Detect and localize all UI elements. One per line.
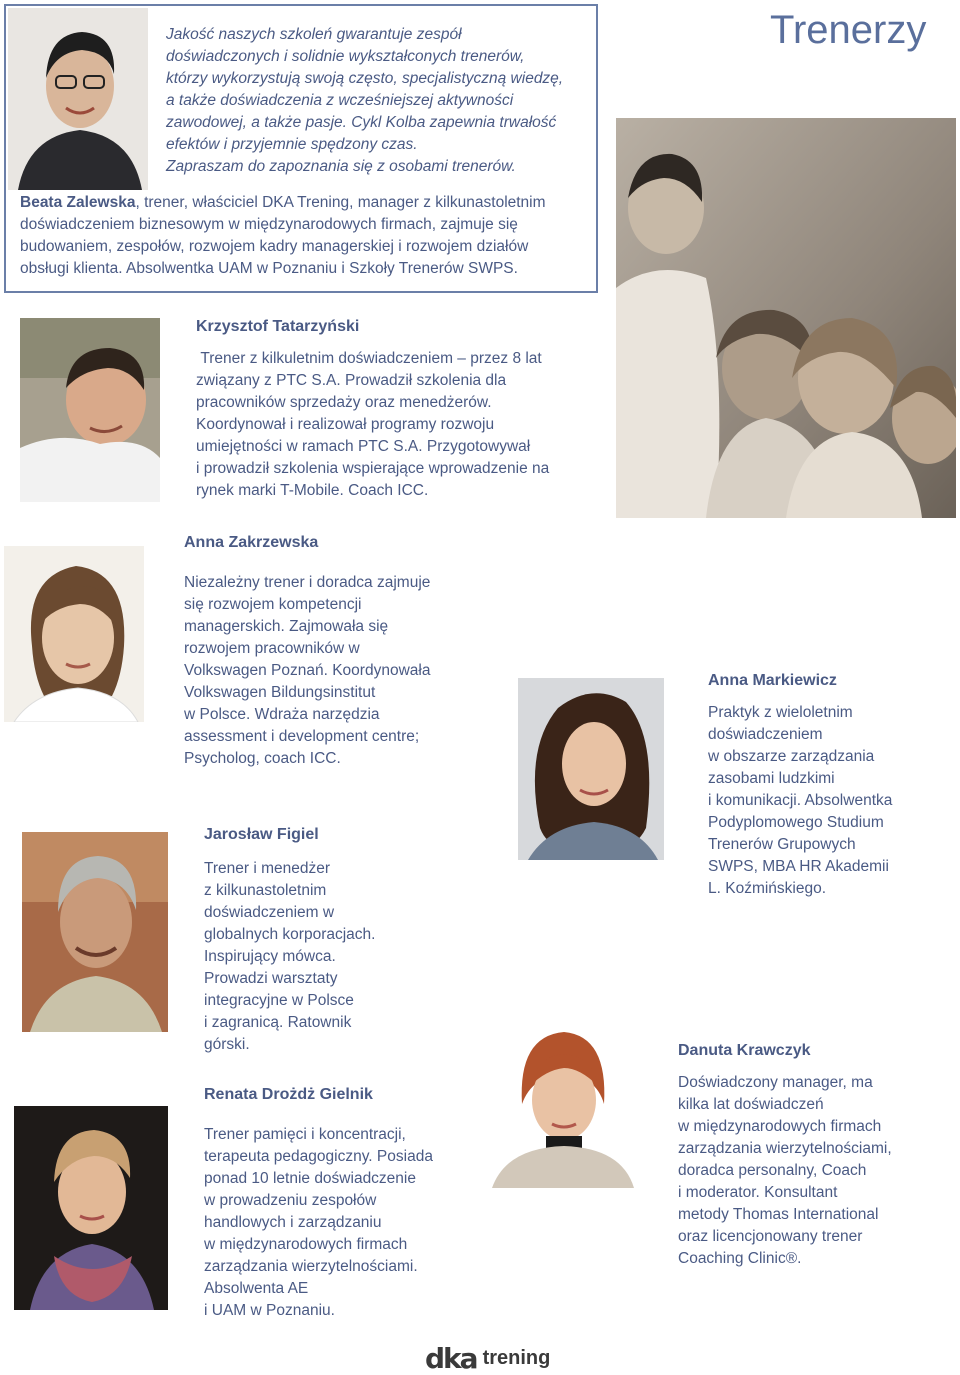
group-photo [616, 118, 956, 518]
beata-name: Beata Zalewska [20, 194, 136, 211]
bio-line: doświadczeniem w [204, 904, 335, 921]
jaroslaw-figiel-name: Jarosław Figiel [204, 826, 319, 843]
danuta-krawczyk-bio [678, 1072, 948, 1270]
bio-line: Podyplomowego Studium [708, 814, 884, 831]
bio-line: zasobami ludzkimi [708, 770, 835, 787]
beata-bio-line [20, 192, 590, 214]
bio-line: Praktyk z wieloletnim [708, 704, 853, 721]
beata-bio-line: obsługi klienta. Absolwentka UAM w Poznaniu i Szkoły Trenerów SWPS. [20, 260, 518, 277]
logo-mark: dka [425, 1341, 477, 1375]
intro-line: zawodowej, a także pasje. Cykl Kolba zapewnia trwałość [166, 114, 557, 131]
page-title: Trenerzy [770, 8, 927, 52]
bio-line: związany z PTC S.A. Prowadził szkolenia dla [196, 372, 507, 389]
bio-line: Trener pamięci i koncentracji, [204, 1126, 406, 1143]
bio-line: umiejętności w ramach PTC S.A. Przygotowywał [196, 438, 531, 455]
bio-line: Doświadczony manager, ma [678, 1074, 873, 1091]
bio-line: i zagranicą. Ratownik [204, 1014, 352, 1031]
anna-markiewicz-photo [518, 678, 664, 860]
bio-line: i UAM w Poznaniu. [204, 1302, 335, 1319]
intro-line: którzy wykorzystują swoją często, specjalistyczną wiedzę, [166, 70, 564, 87]
bio-line: Trener z kilkuletnim doświadczeniem – przez 8 lat [200, 350, 542, 367]
anna-zakrzewska-name: Anna Zakrzewska [184, 534, 319, 551]
bio-line: terapeuta pedagogiczny. Posiada [204, 1148, 433, 1165]
krzysztof-bio [196, 348, 596, 502]
bio-line: Trener i menedżer [204, 860, 331, 877]
intro-line: doświadczonych i solidnie wykształconych trenerów, [166, 48, 525, 65]
bio-line: zarządzania wierzytelnościami, [678, 1140, 892, 1157]
bio-line: w obszarze zarządzania [708, 748, 875, 765]
beata-bio-line-rest: , trener, właściciel DKA Trening, manager z kilkunastoletnim [135, 194, 546, 211]
bio-line: Volkswagen Poznań. Koordynowała [184, 662, 431, 679]
krzysztof-name: Krzysztof Tatarzyński [196, 318, 360, 335]
bio-line: pracowników sprzedaży oraz menedżerów. [196, 394, 492, 411]
bio-line: Inspirujący mówca. [204, 948, 336, 965]
anna-markiewicz-name: Anna Markiewicz [708, 672, 837, 689]
bio-line: oraz licencjonowany trener [678, 1228, 863, 1245]
renata-drozdz-gielnik-name: Renata Drożdż Gielnik [204, 1086, 373, 1103]
bio-line: z kilkunastoletnim [204, 882, 327, 899]
bio-line: managerskich. Zajmowała się [184, 618, 389, 635]
bio-line: w prowadzeniu zespołów [204, 1192, 377, 1209]
beata-zalewska-photo [8, 8, 148, 190]
jaroslaw-figiel-bio [204, 858, 464, 1056]
bio-line: górski. [204, 1036, 250, 1053]
bio-line: Prowadzi warsztaty [204, 970, 338, 987]
bio-line: doradca personalny, Coach [678, 1162, 867, 1179]
bio-line: Koordynował i realizował programy rozwoju [196, 416, 495, 433]
logo-word: trening [482, 1346, 551, 1369]
renata-drozdz-gielnik-photo [14, 1106, 168, 1310]
anna-zakrzewska-photo [4, 546, 144, 722]
bio-line: kilka lat doświadczeń [678, 1096, 824, 1113]
renata-drozdz-gielnik-bio [204, 1124, 474, 1322]
jaroslaw-figiel-photo [22, 832, 168, 1032]
bio-line: się rozwojem kompetencji [184, 596, 362, 613]
dka-trening-logo [425, 1343, 550, 1373]
intro-line: Jakość naszych szkoleń gwarantuje zespół [166, 26, 462, 43]
intro-line: a także doświadczenia z wcześniejszej aktywności [166, 92, 514, 109]
bio-line: i moderator. Konsultant [678, 1184, 838, 1201]
bio-line: Coaching Clinic®. [678, 1250, 802, 1267]
bio-line: w międzynarodowych firmach [204, 1236, 408, 1253]
bio-line: Volkswagen Bildungsinstitut [184, 684, 376, 701]
danuta-krawczyk-photo [488, 1020, 634, 1188]
bio-line: handlowych i zarządzaniu [204, 1214, 382, 1231]
bio-line: Psycholog, coach ICC. [184, 750, 341, 767]
bio-line: i komunikacji. Absolwentka [708, 792, 893, 809]
bio-line: metody Thomas International [678, 1206, 879, 1223]
bio-line: w międzynarodowych firmach [678, 1118, 882, 1135]
anna-markiewicz-bio [708, 702, 948, 900]
bio-line: rynek marki T-Mobile. Coach ICC. [196, 482, 429, 499]
bio-line: integracyjne w Polsce [204, 992, 354, 1009]
anna-zakrzewska-bio [184, 572, 484, 770]
bio-line: i prowadził szkolenia wspierające wprowadzenie na [196, 460, 550, 477]
intro-text [166, 24, 596, 178]
bio-line: globalnych korporacjach. [204, 926, 376, 943]
bio-line: Absolwenta AE [204, 1280, 309, 1297]
beata-bio [20, 192, 590, 280]
danuta-krawczyk-name: Danuta Krawczyk [678, 1042, 811, 1059]
bio-line: Niezależny trener i doradca zajmuje [184, 574, 431, 591]
bio-line: assessment i development centre; [184, 728, 420, 745]
bio-line: ponad 10 letnie doświadczenie [204, 1170, 416, 1187]
bio-line: doświadczeniem [708, 726, 823, 743]
bio-line: Trenerów Grupowych [708, 836, 856, 853]
bio-line: rozwojem pracowników w [184, 640, 360, 657]
intro-line: Zapraszam do zapoznania się z osobami trenerów. [166, 158, 516, 175]
bio-line: zarządzania wierzytelnościami. [204, 1258, 418, 1275]
bio-line: SWPS, MBA HR Akademii [708, 858, 889, 875]
intro-line: efektów i przyjemnie spędzony czas. [166, 136, 418, 153]
bio-line: L. Koźmińskiego. [708, 880, 827, 897]
krzysztof-tatarzynski-photo [20, 318, 160, 502]
bio-line: w Polsce. Wdraża narzędzia [184, 706, 380, 723]
beata-bio-line: budowaniem, zespołów, rozwojem kadry managerskiej i rozwojem działów [20, 238, 529, 255]
intro-box [4, 4, 598, 293]
beata-bio-line: doświadczeniem biznesowym w międzynarodowych firmach, zajmuje się [20, 216, 518, 233]
